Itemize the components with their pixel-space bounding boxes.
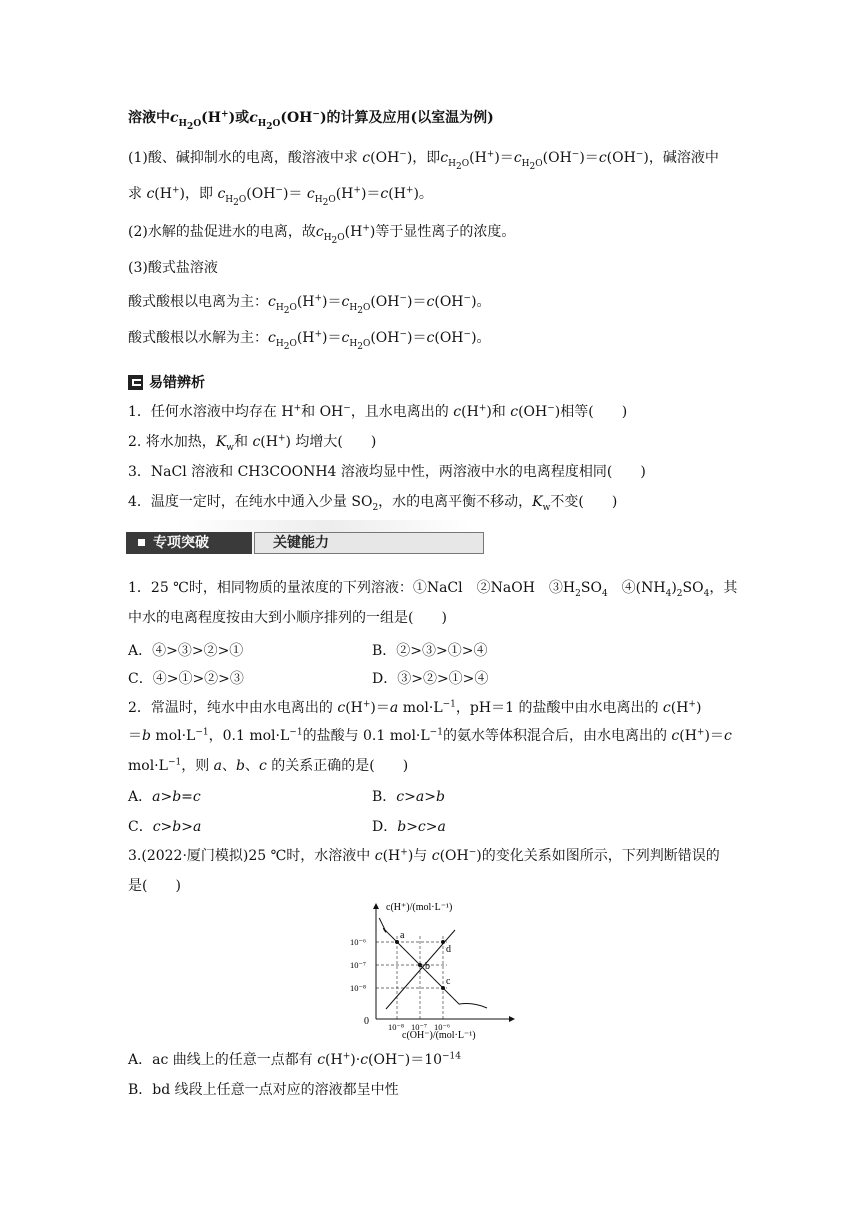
paragraph-2: (2)水解的盐促进水的电离，故$c_{H_2O}(H^+)$等于显性离子的浓度。 bbox=[128, 223, 516, 246]
question-2-option-a[interactable]: A．a>b=c bbox=[128, 789, 201, 805]
banner-key-ability: 关键能力 bbox=[254, 532, 484, 554]
chart-gridlines bbox=[376, 936, 447, 1019]
paragraph-1-line-1: (1)酸、碱抑制水的电离，酸溶液中求 c(OH−)，即$c_{H_2O}(H^+)=c_{H_2O}(OH^-)=c(OH^-)$，碱溶液中 bbox=[128, 149, 719, 172]
error-analysis-header bbox=[128, 372, 205, 392]
question-2-line-3: $mol\cdot L^{-1}$，则 a、b、c 的关系正确的是( ) bbox=[128, 757, 409, 774]
question-1-option-d[interactable]: D．③>②>①>④ bbox=[372, 671, 489, 687]
x-tick-label: 10⁻⁸ bbox=[388, 1022, 404, 1032]
paragraph-1-line-2: 求 c(H+)，即 $c_{H_2O}(OH^-)= c_{H_2O}(H^+)=c(H^+)$。 bbox=[128, 185, 433, 208]
paragraph-3-title: (3)酸式盐溶液 bbox=[128, 260, 218, 276]
question-3-option-b[interactable]: B．bd 线段上任意一点对应的溶液都呈中性 bbox=[128, 1082, 399, 1098]
x-tick-label: 10⁻⁷ bbox=[411, 1022, 427, 1032]
y-tick-label: 10⁻⁸ bbox=[350, 983, 366, 993]
point-label-a: a bbox=[400, 930, 405, 941]
error-item-3: 3．NaCl 溶液和 CH3COONH4 溶液均显中性，两溶液中水的电离程度相同( ) bbox=[128, 464, 646, 480]
error-analysis-title: 易错辨析 bbox=[149, 375, 205, 391]
x-tick-label: 10⁻⁶ bbox=[434, 1022, 450, 1032]
point-label-b: b bbox=[425, 961, 430, 972]
y-tick-label: 10⁻⁷ bbox=[350, 960, 366, 970]
question-2-option-b[interactable]: B．c>a>b bbox=[372, 789, 445, 805]
error-item-2: 2. 将水加热，$K_w$和 c(H+) 均增大( ) bbox=[128, 433, 377, 453]
question-3-line-2: 是( ) bbox=[128, 878, 181, 894]
water-ionization-chart bbox=[340, 896, 520, 1040]
section-banner bbox=[126, 520, 470, 554]
section-marker-icon bbox=[128, 375, 143, 390]
paragraph-3-line-1: 酸式酸根以电离为主：$c_{H_2O}(H^+)=c_{H_2O}(OH^-)=c(OH^-)$。 bbox=[128, 293, 491, 316]
y-axis-label: c(H⁺)/(mol·L⁻¹) bbox=[386, 902, 453, 913]
question-2-line-2: ＝b $mol\cdot L^{-1}$，0.1 $mol\cdot L^{-1}$的盐酸与 0.1 $mol\cdot L^{-1}$的氨水等体积混合后，由水电离出的 c(H+)＝c bbox=[128, 727, 732, 744]
point-b bbox=[418, 963, 422, 967]
question-3-line-1: 3.(2022·厦门模拟)25 ℃时，水溶液中 c(H+)与 c(OH−)的变化关系如图所示，下列判断错误的 bbox=[128, 847, 720, 864]
question-3-option-a[interactable]: A．ac 曲线上的任意一点都有 $c(H^+)\cdot c(OH^-)=10^{-14}$ bbox=[128, 1051, 462, 1068]
point-label-c: c bbox=[446, 976, 451, 987]
point-c bbox=[441, 986, 445, 990]
banner-special-breakthrough: 专项突破 bbox=[126, 532, 252, 554]
question-2-option-d[interactable]: D．b>c>a bbox=[372, 819, 446, 835]
point-label-d: d bbox=[446, 944, 451, 955]
ac-curve bbox=[379, 918, 487, 1008]
paragraph-3-line-2: 酸式酸根以水解为主：$c_{H_2O}(H^+)=c_{H_2O}(OH^-)=c(OH^-)$。 bbox=[128, 329, 491, 352]
question-1-option-c[interactable]: C．④>①>②>③ bbox=[128, 671, 244, 687]
section-heading: 溶液中$c_{H_2O}(H^+)$或$c_{H_2O}(OH^-)$的计算及应用(以室温为例) bbox=[128, 109, 494, 132]
error-item-4: 4．温度一定时，在纯水中通入少量 $SO_2$，水的电离平衡不移动，$K_w$不变( ) bbox=[128, 494, 618, 513]
question-2-option-c[interactable]: C．c>b>a bbox=[128, 819, 202, 835]
x-axis-label: c(OH⁻)/(mol·L⁻¹) bbox=[402, 1030, 476, 1040]
chart-points bbox=[395, 930, 451, 990]
point-a bbox=[395, 940, 399, 944]
question-1-option-a[interactable]: A．④>③>②>① bbox=[128, 643, 244, 659]
error-item-1: 1．任何水溶液中均存在 H+和 OH−，且水电离出的 c(H+)和 c(OH−)相等( ) bbox=[128, 403, 628, 420]
y-tick-label: 10⁻⁶ bbox=[350, 937, 366, 947]
point-d bbox=[441, 940, 445, 944]
question-1-option-b[interactable]: B．②>③>①>④ bbox=[372, 643, 488, 659]
origin-label: 0 bbox=[364, 1016, 369, 1027]
question-1-line-1: 1．25 ℃时，相同物质的量浓度的下列溶液：①NaCl ②NaOH $③H_2SO_4$ $④(NH_4)_2SO_4$，其 bbox=[128, 580, 738, 599]
question-2-line-1: 2．常温时，纯水中由水电离出的 c(H+)＝a $mol\cdot L^{-1}$，pH＝1 的盐酸中由水电离出的 c(H+) bbox=[128, 699, 702, 716]
question-1-line-2: 中水的电离程度按由大到小顺序排列的一组是( ) bbox=[128, 610, 447, 626]
